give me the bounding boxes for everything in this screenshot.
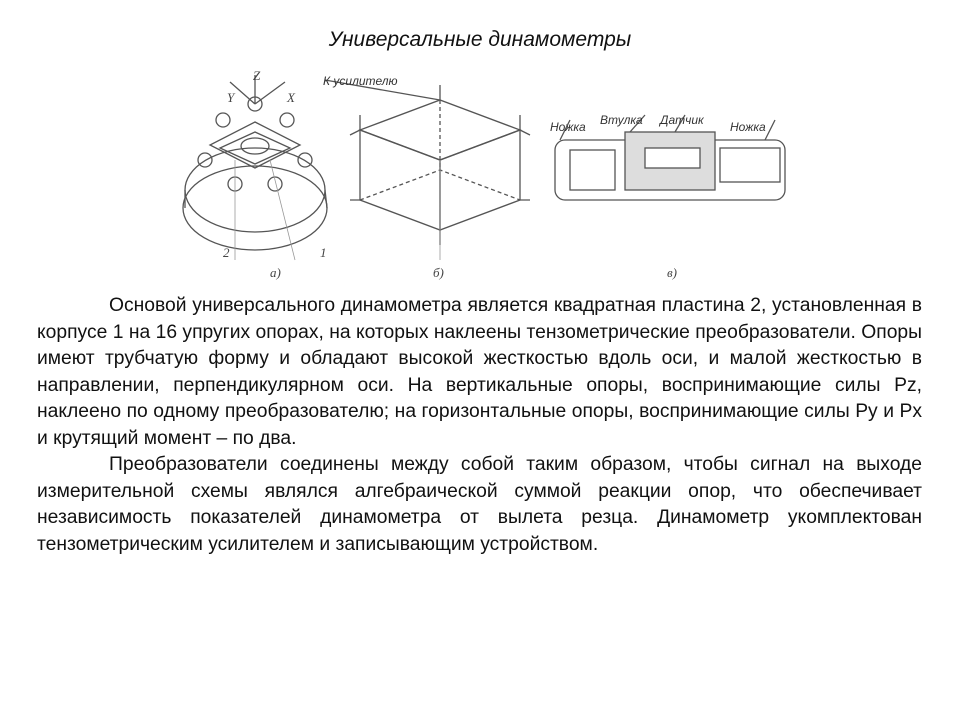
label-leg-left: Ножка [550, 120, 586, 134]
slide-title: Универсальные динамометры [328, 28, 632, 51]
dynamometer-figure [175, 60, 795, 285]
axis-z-label: Z [253, 68, 261, 83]
paragraph-2: Преобразователи соединены между собой таким образом, чтобы сигнал на выходе измерительной схемы являлся алгебраической суммой реакции опор, что обеспечивает независимость показателей динамометра от вылета резца. Динамометр укомплектован тензометрическим усилителем и записывающим устройством. [37, 454, 922, 555]
subfigure-a-label: а) [270, 265, 281, 280]
figure-drawing [175, 60, 795, 285]
axis-x-label: X [287, 90, 295, 105]
paragraph-1: Основой универсального динамометра является квадратная пластина 2, установленная в корпусе 1 на 16 упругих опорах, на которых наклеены тензометрические преобразователи. Опоры имеют трубчатую форму и обладают высокой жесткостью вдоль оси, и малой жесткостью в направлении, перпендикулярном оси. На вертикальные опоры, воспринимающие силы Pz, наклеено по одному преобразователю; на горизонтальные опоры, воспринимающие силы Py и Px и крутящий момент – по два. [37, 295, 922, 449]
part-1-label: 1 [320, 245, 327, 260]
axis-y-label: Y [227, 90, 235, 105]
label-sensor: Датчик [660, 113, 704, 127]
part-2-label: 2 [223, 245, 230, 260]
label-leg-right: Ножка [730, 120, 766, 134]
label-to-amplifier: К усилителю [323, 74, 398, 88]
label-sleeve: Втулка [600, 113, 643, 127]
subfigure-b-label: б) [433, 265, 444, 280]
body-text [37, 293, 922, 558]
housing-ring [185, 148, 325, 232]
subfigure-c-label: в) [667, 265, 677, 280]
square-plate [210, 122, 300, 168]
